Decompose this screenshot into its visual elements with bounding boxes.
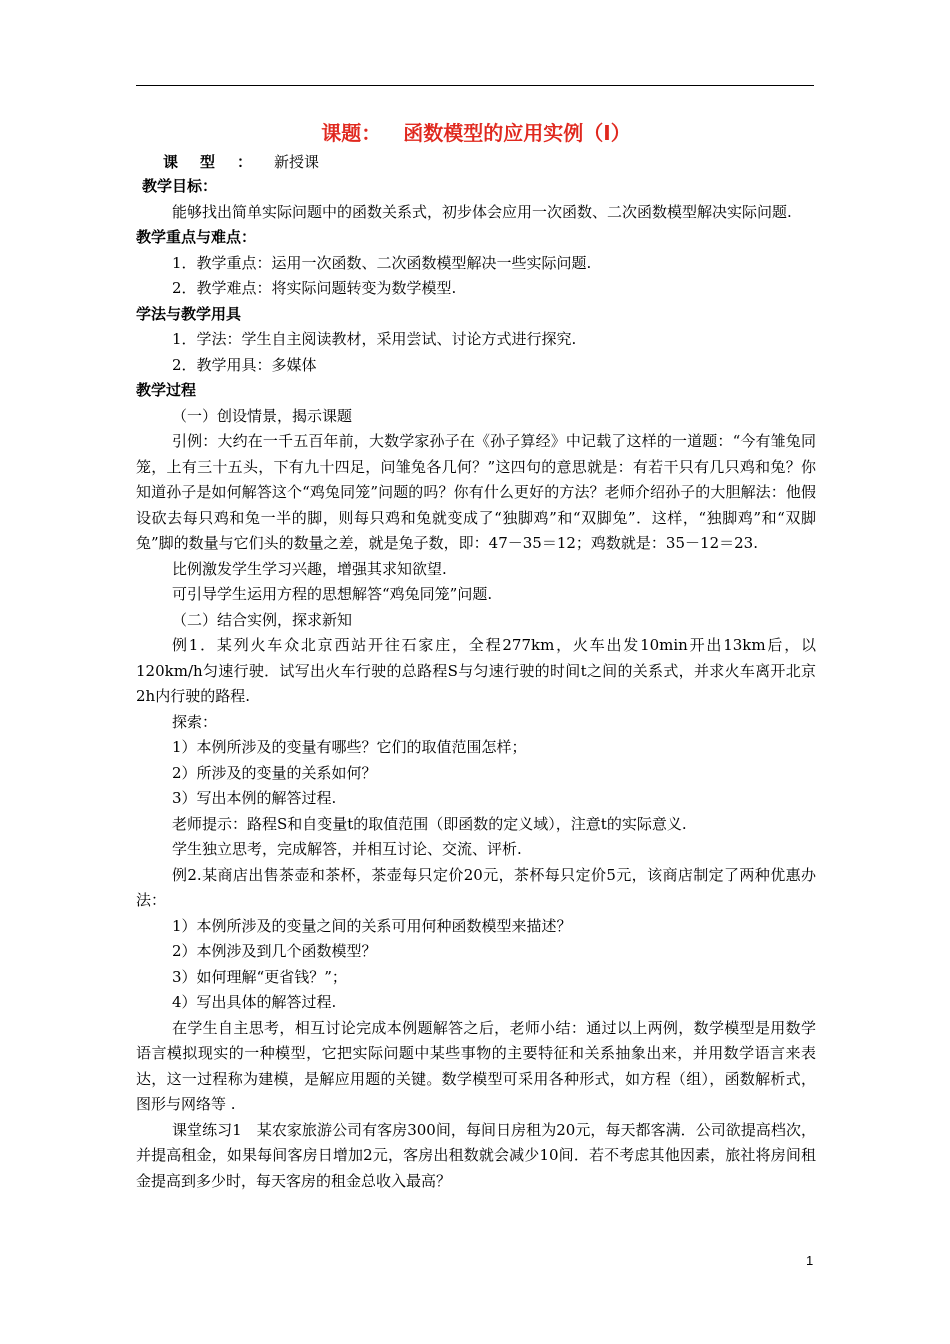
question-item: 3）如何理解“更省钱？”； — [172, 967, 347, 986]
document-page — [136, 118, 816, 1194]
explore-item: 2）所涉及的变量的关系如何？ — [172, 763, 377, 782]
methods-heading: 学法与教学用具 — [136, 304, 242, 323]
intro-paragraph: 引例：大约在一千五百年前，大数学家孙子在《孙子算经》中记载了这样的一道题：“今有雏兔同笼，上有三十五头，下有九十四足，问雏兔各几何？”这四句的意思就是：有若干只有几只鸡和兔？你知道孙子是如何解答这个“鸡兔同笼”问题的吗？你有什么更好的方法？老师介绍孙子的大胆解法：他假设砍去每只鸡和兔一半的脚，则每只鸡和兔就变成了“独脚鸡”和“双脚兔”．这样，“独脚鸡”和“双脚兔”脚的数量与它们头的数量之差，就是兔子数，即：47－35＝12；鸡数就是：35－12＝23. — [136, 432, 816, 552]
key-point-item: 2．教学难点：将实际问题转变为数学模型. — [172, 279, 457, 297]
explore-label: 探索： — [172, 712, 218, 731]
motivate-paragraph: 比例激发学生学习兴趣，增强其求知欲望. — [172, 559, 447, 578]
guide-paragraph: 可引导学生运用方程的思想解答“鸡兔同笼”问题. — [172, 585, 493, 603]
example1-paragraph: 例1．某列火车众北京西站开往石家庄，全程277km，火车出发10min开出13km后，以120km/h匀速行驶．试写出火车行驶的总路程S与匀速行驶的时间t之间的关系式，并求火车离开北京2h内行驶的路程. — [136, 636, 816, 705]
course-type-label: 课型： — [163, 153, 275, 171]
section-heading: （二）结合实例，探求新知 — [172, 610, 353, 629]
exercise-paragraph: 课堂练习1 某农家旅游公司有客房300间，每间日房租为20元，每天都客满．公司欲提高档次，并提高租金，如果每间客房日增加2元，客房出租数就会减少10间．若不考虑其他因素，旅社将房间租金提高到多少时，每天客房的租金总收入最高？ — [136, 1120, 816, 1190]
header-rule — [136, 85, 814, 86]
summary-paragraph: 在学生自主思考，相互讨论完成本例题解答之后，老师小结：通过以上两例，数学模型是用数学语言模拟现实的一种模型，它把实际问题中某些事物的主要特征和关系抽象出来，并用数学语言来表达，这一过程称为建模，是解应用题的关键。数学模型可采用各种形式，如方程（组），函数解析式，图形与网络等 . — [136, 1018, 816, 1113]
objective-heading: 教学目标： — [142, 177, 218, 195]
example2-paragraph: 例2.某商店出售茶壶和茶杯，茶壶每只定价20元，茶杯每只定价5元，该商店制定了两种优惠办法： — [136, 865, 816, 909]
student-activity: 学生独立思考，完成解答，并相互讨论、交流、评析. — [172, 840, 522, 858]
objective-text: 能够找出简单实际问题中的函数关系式，初步体会应用一次函数、二次函数模型解决实际问题. — [172, 202, 792, 221]
title-prefix: 课题： — [321, 121, 382, 145]
question-item: 4）写出具体的解答过程. — [172, 993, 337, 1011]
page-number: 1 — [806, 1253, 814, 1268]
process-heading: 教学过程 — [136, 381, 197, 399]
section-heading: （一）创设情景，揭示课题 — [172, 406, 353, 425]
question-item: 1）本例所涉及的变量之间的关系可用何种函数模型来描述？ — [172, 916, 572, 935]
teacher-hint: 老师提示：路程S和自变量t的取值范围（即函数的定义域），注意t的实际意义. — [172, 814, 687, 833]
key-point-item: 1．教学重点：运用一次函数、二次函数模型解决一些实际问题. — [172, 253, 592, 272]
key-points-heading: 教学重点与难点： — [136, 228, 257, 246]
explore-item: 3）写出本例的解答过程. — [172, 789, 337, 807]
course-type — [163, 150, 816, 174]
course-type-value: 新授课 — [274, 153, 320, 171]
question-item: 2）本例涉及到几个函数模型？ — [172, 942, 377, 960]
method-item: 2．教学用具：多媒体 — [172, 355, 317, 374]
title-main: 函数模型的应用实例（Ⅰ） — [403, 121, 631, 145]
lesson-title — [136, 118, 816, 150]
method-item: 1．学法：学生自主阅读教材，采用尝试、讨论方式进行探究. — [172, 330, 577, 348]
explore-item: 1）本例所涉及的变量有哪些？它们的取值范围怎样； — [172, 738, 527, 756]
